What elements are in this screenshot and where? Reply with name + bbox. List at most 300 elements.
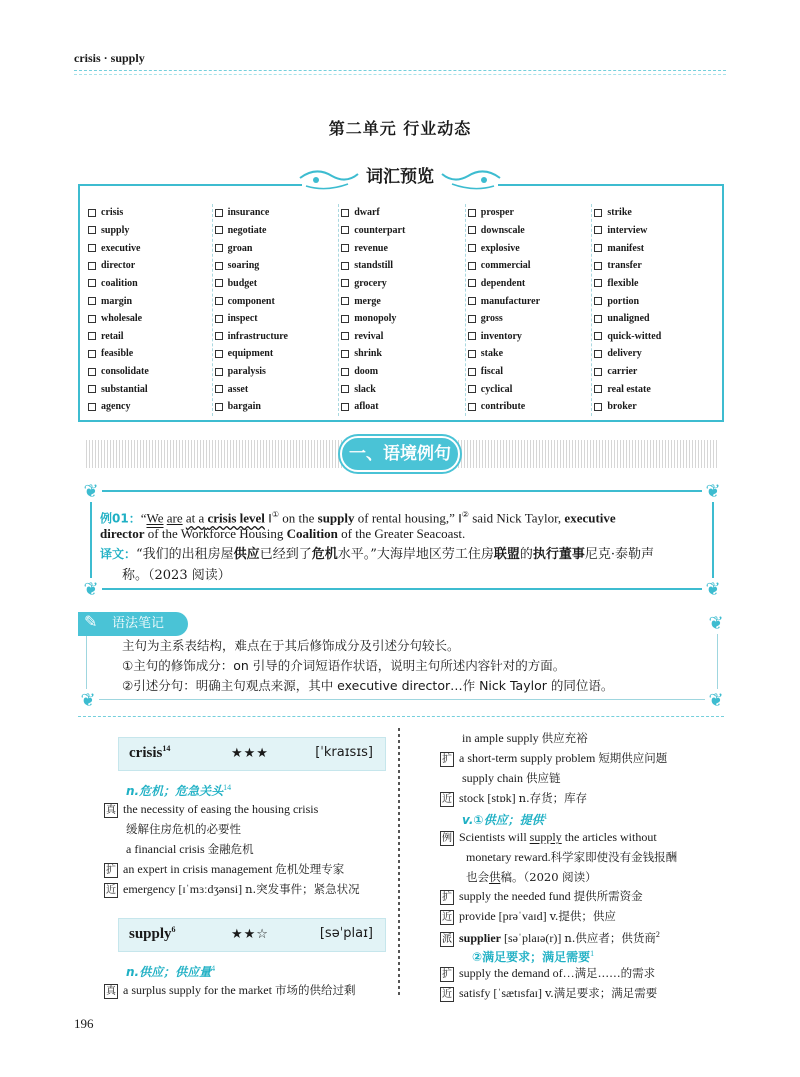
example-label: 例01： <box>100 511 141 526</box>
vocab-word: component <box>227 295 275 307</box>
tag-example: 例 <box>442 832 452 844</box>
pos-text: n.危机；危急关头 <box>126 784 224 798</box>
cn: 提供所需资金 <box>573 889 643 903</box>
checkbox-icon <box>88 209 96 217</box>
translation-line2: 称。（2023 阅读） <box>122 568 231 583</box>
vocab-word: manifest <box>607 242 645 254</box>
en: supply the demand of… <box>459 966 575 980</box>
vocab-word: retail <box>101 330 124 342</box>
vocab-item <box>215 380 339 398</box>
vocab-word: budget <box>227 277 258 289</box>
pos-frequency: 1 <box>543 812 548 821</box>
kw-director: director <box>100 526 145 541</box>
vocab-item <box>468 310 592 328</box>
checkbox-icon <box>468 209 476 217</box>
vocab-word: revival <box>354 330 384 342</box>
extension-line <box>440 749 667 767</box>
word-card-crisis <box>118 737 386 771</box>
vocab-word: counterpart <box>354 224 406 236</box>
checkbox-icon <box>215 279 223 287</box>
checkbox-icon <box>468 350 476 358</box>
headword <box>129 744 170 762</box>
vocab-item <box>341 398 465 416</box>
grammar-title: 语法笔记 <box>78 612 188 636</box>
vocab-word: merge <box>354 295 381 307</box>
en: stock <box>459 791 485 805</box>
vocab-item <box>594 275 718 293</box>
synonym-line <box>440 984 657 1002</box>
vocab-item <box>88 239 212 257</box>
cn: v.满足要求；满足需要 <box>545 986 658 1000</box>
translation-line1 <box>100 545 704 564</box>
vocab-grid <box>86 204 718 416</box>
en: supply the needed fund <box>459 889 571 903</box>
ipa: [prəˈvaɪd] <box>498 909 547 923</box>
t-exec: 执行董事 <box>532 547 585 562</box>
phonetic: [ˈkraɪsɪs] <box>315 745 373 760</box>
checkbox-icon <box>215 385 223 393</box>
checkbox-icon <box>341 226 349 234</box>
example-line3 <box>466 868 597 886</box>
checkbox-icon <box>88 403 96 411</box>
mark2: ‖ <box>458 510 462 526</box>
vocab-item <box>88 398 212 416</box>
corner-flourish-icon: ❦ <box>80 480 102 502</box>
vocab-word: coalition <box>101 277 138 289</box>
tag-extend: 扩 <box>106 864 116 876</box>
vocab-item <box>594 363 718 381</box>
sup1: ① <box>271 510 279 519</box>
vocab-item <box>468 345 592 363</box>
section-rule <box>78 716 724 717</box>
pos-line <box>126 779 231 800</box>
checkbox-icon <box>215 332 223 340</box>
checkbox-icon <box>88 226 96 234</box>
vocab-word: unaligned <box>607 313 650 325</box>
vocab-title: 词汇预览 <box>366 167 434 187</box>
vocab-word: slack <box>354 383 376 395</box>
vocab-item <box>468 380 592 398</box>
cn-kw: 供 <box>489 870 501 884</box>
vocab-item <box>88 204 212 222</box>
checkbox-icon <box>88 332 96 340</box>
vocab-item <box>594 345 718 363</box>
vocab-word: revenue <box>354 242 388 254</box>
vocab-word: wholesale <box>101 313 143 325</box>
pen-icon: ✎ <box>84 614 98 631</box>
checkbox-icon <box>594 332 602 340</box>
vocab-word: negotiate <box>227 224 267 236</box>
grammar-line2: ①主句的修饰成分：on 引导的介词短语作状语，说明主句所述内容针对的方面。 <box>122 658 566 673</box>
vocab-word: real estate <box>607 383 651 395</box>
checkbox-icon <box>215 209 223 217</box>
pos-text: n.供应；供应量 <box>126 965 212 979</box>
vocab-word: prosper <box>480 207 514 219</box>
vocab-word: transfer <box>607 260 642 272</box>
extension-line <box>440 964 655 982</box>
checkbox-icon <box>88 244 96 252</box>
cn: 危机处理专家 <box>275 862 345 876</box>
vocab-item <box>215 327 339 345</box>
checkbox-icon <box>468 403 476 411</box>
vocab-item <box>341 363 465 381</box>
vocab-word: groan <box>227 242 253 254</box>
vocab-word: flexible <box>607 277 639 289</box>
checkbox-icon <box>468 226 476 234</box>
vocab-item <box>341 204 465 222</box>
checkbox-icon <box>341 209 349 217</box>
checkbox-icon <box>594 297 602 305</box>
derivative-line <box>440 926 660 947</box>
checkbox-icon <box>215 368 223 376</box>
en: provide <box>459 909 496 923</box>
grammar-line1: 主句为主系表结构，难点在于其后修饰成分及引述分句较长。 <box>122 638 460 653</box>
vocab-word: shrink <box>354 348 382 360</box>
vocab-item <box>341 345 465 363</box>
checkbox-icon <box>594 279 602 287</box>
vocab-item <box>594 292 718 310</box>
checkbox-icon <box>594 350 602 358</box>
vocab-column <box>213 204 340 416</box>
corner-flourish-icon: ❦ <box>705 612 727 634</box>
vocab-item <box>88 380 212 398</box>
ipa: [stɒk] <box>487 791 516 805</box>
collocation <box>462 769 561 787</box>
ipa: [ɪˈmɜːdʒənsi] <box>178 882 243 896</box>
vocab-word: fiscal <box>480 366 503 378</box>
t-crisis: 危机 <box>311 547 338 562</box>
headword <box>129 925 176 943</box>
tag-extend: 扩 <box>442 968 452 980</box>
collocation <box>126 840 254 858</box>
vocab-item <box>88 327 212 345</box>
vocab-word: dependent <box>480 277 526 289</box>
star-rating: ★★★ <box>231 746 269 761</box>
checkbox-icon <box>341 279 349 287</box>
vocab-item <box>594 204 718 222</box>
vocab-word: infrastructure <box>227 330 288 342</box>
vocab-item <box>88 292 212 310</box>
pos-text: ②满足要求；满足需要 <box>472 950 591 964</box>
header-rule <box>74 70 726 71</box>
kw-executive: executive <box>564 510 616 526</box>
checkbox-icon <box>468 368 476 376</box>
vocab-word: inspect <box>227 313 258 325</box>
t1: “我们的出租房屋 <box>136 547 234 562</box>
cn: 短期供应问题 <box>598 751 668 765</box>
column-divider <box>398 728 400 998</box>
example-line <box>104 981 355 999</box>
vocab-item <box>215 222 339 240</box>
frequency: 14 <box>162 744 171 753</box>
checkbox-icon <box>594 209 602 217</box>
checkbox-icon <box>215 226 223 234</box>
checkbox-icon <box>594 315 602 323</box>
tag-derivative: 派 <box>442 933 452 945</box>
vocab-box <box>78 184 724 422</box>
checkbox-icon <box>215 244 223 252</box>
cn: v.提供；供应 <box>549 909 616 923</box>
kw-coalition: Coalition <box>286 526 338 541</box>
checkbox-icon <box>468 262 476 270</box>
vocab-item <box>594 380 718 398</box>
vocab-column <box>86 204 213 416</box>
checkbox-icon <box>341 368 349 376</box>
vocab-item <box>468 275 592 293</box>
verb-are: are <box>166 510 183 526</box>
checkbox-icon <box>215 297 223 305</box>
en: monetary reward. <box>466 850 551 864</box>
vocab-item <box>594 257 718 275</box>
crisis-level: crisis level <box>207 510 265 526</box>
synonym-line <box>104 880 360 898</box>
example-line <box>440 828 657 846</box>
en: supplier <box>459 931 502 945</box>
of-rental: of rental housing,” <box>354 510 459 526</box>
checkbox-icon <box>594 226 602 234</box>
vocab-column <box>466 204 593 416</box>
cn: 金融危机 <box>207 842 254 856</box>
en: supply chain <box>462 771 523 785</box>
pos-line <box>462 808 548 829</box>
vocab-word: carrier <box>607 366 638 378</box>
checkbox-icon <box>88 368 96 376</box>
ipa: [ˈsætɪsfaɪ] <box>493 986 542 1000</box>
vocab-word: portion <box>607 295 640 307</box>
of-greater: of the Greater Seacoast. <box>337 526 466 541</box>
en: in ample supply <box>462 731 539 745</box>
checkbox-icon <box>468 279 476 287</box>
checkbox-icon <box>341 350 349 358</box>
star-rating: ★★☆ <box>231 927 269 942</box>
vocab-word: manufacturer <box>480 295 541 307</box>
vocab-item <box>215 292 339 310</box>
running-head: crisis · supply <box>74 51 145 65</box>
corner-flourish-icon: ❦ <box>702 480 724 502</box>
t-coalition: 联盟 <box>493 547 520 562</box>
vocab-word: paralysis <box>227 366 266 378</box>
checkbox-icon <box>88 350 96 358</box>
vocab-item <box>341 292 465 310</box>
en: a surplus supply for the market <box>123 983 272 997</box>
vocab-word: supply <box>101 224 130 236</box>
vocab-word: agency <box>101 401 131 413</box>
vocab-item <box>88 222 212 240</box>
vocab-item <box>468 363 592 381</box>
vocab-word: commercial <box>480 260 531 272</box>
checkbox-icon <box>468 315 476 323</box>
checkbox-icon <box>88 385 96 393</box>
tag-synonym: 近 <box>442 988 452 1000</box>
vocab-item <box>88 310 212 328</box>
t4: 的 <box>519 547 533 562</box>
cn: 市场的供给过剩 <box>274 983 356 997</box>
example-cn: 缓解住房危机的必要性 <box>126 822 241 836</box>
vocab-item <box>215 310 339 328</box>
said: said Nick Taylor, <box>468 510 565 526</box>
vocab-word: contribute <box>480 401 526 413</box>
en: a financial crisis <box>126 842 205 856</box>
tag-extend: 扩 <box>442 891 452 903</box>
pos-text: v.①供应；提供 <box>462 813 544 827</box>
vocab-column <box>592 204 718 416</box>
quote-open: “ <box>140 510 147 526</box>
tag-synonym: 近 <box>442 911 452 923</box>
vocab-item <box>468 257 592 275</box>
en: the necessity of easing the housing crisis <box>123 802 319 816</box>
corner-flourish-icon: ❦ <box>77 689 99 711</box>
en: a short-term supply problem <box>459 751 596 765</box>
vocab-item <box>215 398 339 416</box>
corner-flourish-icon: ❦ <box>705 689 727 711</box>
at-a: at a <box>185 510 205 526</box>
vocab-word: broker <box>607 401 637 413</box>
vocab-word: afloat <box>354 401 379 413</box>
cn: 满足……的需求 <box>574 966 656 980</box>
vocab-word: delivery <box>607 348 642 360</box>
vocab-word: asset <box>227 383 249 395</box>
vocab-column <box>339 204 466 416</box>
extension-line <box>440 887 643 905</box>
cn: n.突发事件；紧急状况 <box>245 882 360 896</box>
checkbox-icon <box>215 262 223 270</box>
vocab-word: gross <box>480 313 503 325</box>
vocab-item <box>594 327 718 345</box>
vocab-item <box>468 327 592 345</box>
vocab-item <box>215 363 339 381</box>
en: satisfy <box>459 986 491 1000</box>
vocab-word: director <box>101 260 136 272</box>
vocab-item <box>341 327 465 345</box>
checkbox-icon <box>341 297 349 305</box>
vocab-word: crisis <box>101 207 124 219</box>
checkbox-icon <box>215 350 223 358</box>
vocab-item <box>341 310 465 328</box>
example-line <box>104 800 318 818</box>
vocab-word: interview <box>607 224 648 236</box>
vocab-item <box>215 345 339 363</box>
unit-title: 第二单元 行业动态 <box>328 119 472 138</box>
example-sentence-line2 <box>100 524 704 543</box>
vocab-word: equipment <box>227 348 274 360</box>
vocab-word: insurance <box>227 207 270 219</box>
cn: n.存货；库存 <box>518 791 588 805</box>
headword-text: supply <box>129 926 172 942</box>
en: the articles without <box>561 830 657 844</box>
checkbox-icon <box>594 244 602 252</box>
checkbox-icon <box>468 385 476 393</box>
corner-flourish-icon: ❦ <box>80 578 102 600</box>
checkbox-icon <box>341 244 349 252</box>
word-card-supply <box>118 918 386 952</box>
checkbox-icon <box>468 244 476 252</box>
vocab-item <box>341 257 465 275</box>
cn: 稿。（2020 阅读） <box>500 870 597 884</box>
cn: 也会 <box>466 870 489 884</box>
vocab-item <box>468 292 592 310</box>
vocab-word: dwarf <box>354 207 380 219</box>
vocab-word: downscale <box>480 224 525 236</box>
vocab-word: consolidate <box>101 366 149 378</box>
checkbox-icon <box>594 403 602 411</box>
checkbox-icon <box>215 403 223 411</box>
vocab-item <box>88 257 212 275</box>
vocab-word: bargain <box>227 401 261 413</box>
tag-synonym: 近 <box>106 884 116 896</box>
checkbox-icon <box>468 297 476 305</box>
mark1: ‖ <box>268 510 272 526</box>
vocab-item <box>468 398 592 416</box>
grammar-line3: ②引述分句：明确主句观点来源，其中 executive director…作 Nick Taylor 的同位语。 <box>122 678 614 693</box>
checkbox-icon <box>88 297 96 305</box>
vocab-item <box>594 398 718 416</box>
vocab-word: doom <box>354 366 379 378</box>
pos-line <box>126 960 215 981</box>
synonym-line <box>440 789 587 807</box>
on-the: on the <box>279 510 318 526</box>
page-number: 196 <box>74 1016 94 1031</box>
tag-real: 真 <box>106 804 116 816</box>
vocab-word: quick-witted <box>607 330 662 342</box>
sup2: ② <box>461 510 469 519</box>
vocab-item <box>341 380 465 398</box>
vocab-word: soaring <box>227 260 260 272</box>
t-supply: 供应 <box>233 547 260 562</box>
en: emergency <box>123 882 176 896</box>
vocab-item <box>594 239 718 257</box>
vocab-word: cyclical <box>480 383 513 395</box>
vocab-word: grocery <box>354 277 387 289</box>
checkbox-icon <box>594 262 602 270</box>
checkbox-icon <box>88 315 96 323</box>
section-banner: 一、语境例句 <box>340 436 460 472</box>
phonetic: [səˈplaɪ] <box>319 926 373 941</box>
tag-extend: 扩 <box>442 753 452 765</box>
vocab-item <box>594 222 718 240</box>
vocab-word: monopoly <box>354 313 397 325</box>
collocation <box>462 729 588 747</box>
checkbox-icon <box>88 262 96 270</box>
extension-line <box>104 860 344 878</box>
cn: n.供应者；供货商 <box>564 931 656 945</box>
checkbox-icon <box>594 385 602 393</box>
vocab-item <box>88 345 212 363</box>
synonym-line <box>440 907 616 925</box>
checkbox-icon <box>215 315 223 323</box>
checkbox-icon <box>594 368 602 376</box>
checkbox-icon <box>88 279 96 287</box>
cn: 供应充裕 <box>541 731 588 745</box>
vocab-item <box>594 310 718 328</box>
vocab-title-ornament <box>296 158 504 194</box>
vocab-item <box>215 257 339 275</box>
vocab-word: strike <box>607 207 632 219</box>
vocab-word: stake <box>480 348 504 360</box>
checkbox-icon <box>341 332 349 340</box>
vocab-word: explosive <box>480 242 520 254</box>
pos-frequency: 14 <box>223 783 232 792</box>
en: an expert in crisis management <box>123 862 273 876</box>
pos-line <box>472 945 594 966</box>
vocab-item <box>215 275 339 293</box>
en-kw: supply <box>529 830 562 844</box>
checkbox-icon <box>341 315 349 323</box>
tag-real: 真 <box>106 985 116 997</box>
frequency: 6 <box>171 925 176 934</box>
headword-text: crisis <box>129 745 163 761</box>
t2: 已经到了 <box>259 547 312 562</box>
vocab-item <box>341 222 465 240</box>
